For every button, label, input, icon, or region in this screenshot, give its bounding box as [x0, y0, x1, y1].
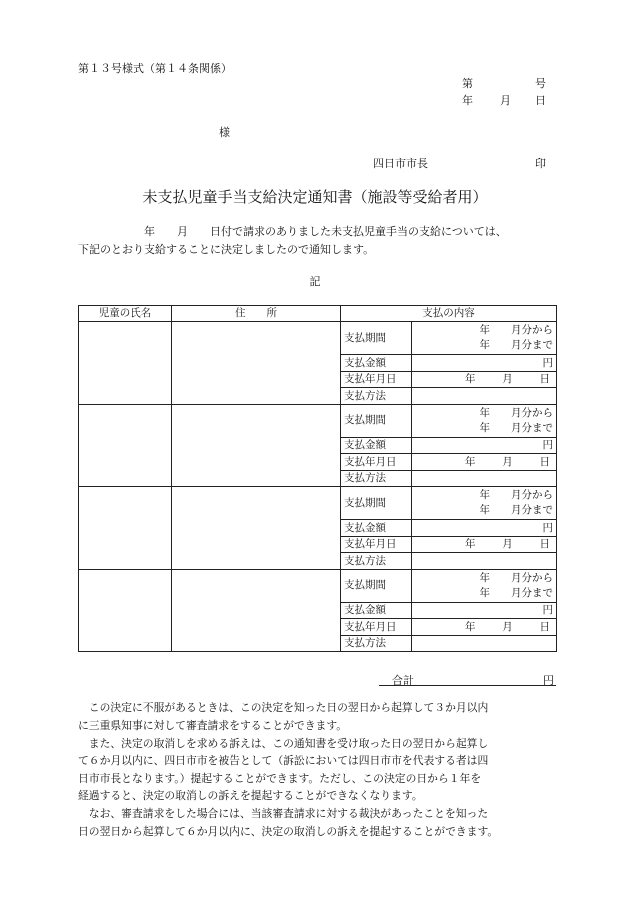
address-cell[interactable] — [172, 404, 341, 487]
paydate-month: 月 — [502, 620, 513, 633]
child-name-cell[interactable] — [79, 404, 172, 487]
amount-value[interactable] — [412, 355, 557, 372]
period-label: 支払期間 — [341, 487, 412, 520]
table-row — [79, 322, 557, 355]
paydate-year: 年 — [465, 455, 476, 468]
total-line — [379, 672, 556, 686]
addressee-suffix: 様 — [219, 126, 230, 139]
address-cell[interactable] — [172, 569, 341, 652]
issuer-name: 四日市市長 — [373, 157, 428, 170]
header-child-name: 児童の氏名 — [79, 306, 172, 322]
amount-value[interactable] — [412, 602, 557, 619]
payment-table — [78, 305, 557, 652]
amount-label: 支払金額 — [341, 355, 412, 372]
method-value[interactable] — [412, 553, 557, 570]
period-value[interactable] — [412, 404, 557, 437]
note-line: 日市市長となります。）提起することができます。ただし、この決定の日から１年を — [78, 772, 482, 785]
child-name-cell[interactable] — [79, 322, 172, 405]
address-cell[interactable] — [172, 487, 341, 570]
paydate-value[interactable] — [412, 371, 557, 388]
paydate-year: 年 — [465, 538, 476, 550]
header-address: 住 所 — [172, 306, 341, 322]
header-payment-content: 支払の内容 — [341, 306, 557, 322]
period-from: 年 月分から — [479, 324, 553, 336]
total-label: 合計 — [392, 674, 414, 687]
method-value[interactable] — [412, 635, 557, 652]
yen-unit: 円 — [542, 604, 553, 616]
paydate-year: 年 — [465, 373, 476, 385]
period-from: 年 月分から — [479, 406, 553, 419]
date-month-label: 月 — [500, 94, 511, 107]
ki-heading: 記 — [309, 275, 321, 288]
paydate-month: 月 — [502, 538, 513, 550]
table-row — [79, 569, 557, 602]
paydate-value[interactable] — [412, 454, 557, 471]
paydate-day: 日 — [539, 538, 550, 550]
paydate-value[interactable] — [412, 536, 557, 553]
method-value[interactable] — [412, 388, 557, 405]
period-value[interactable] — [412, 322, 557, 355]
address-cell[interactable] — [172, 322, 341, 405]
amount-value[interactable] — [412, 437, 557, 454]
intro-line: 年 月 日付で請求のありました未支払児童手当の支給については、 — [144, 225, 507, 238]
note-line: また、決定の取消しを求める訴えは、この通知書を受け取った日の翌日から起算し — [78, 737, 489, 750]
method-label: 支払方法 — [341, 635, 412, 652]
paydate-day: 日 — [539, 620, 550, 633]
table-row — [79, 404, 557, 437]
method-label: 支払方法 — [341, 553, 412, 570]
table-row — [79, 487, 557, 520]
period-from: 年 月分から — [479, 489, 553, 501]
total-unit: 円 — [543, 674, 554, 687]
method-value[interactable] — [412, 470, 557, 487]
yen-unit: 円 — [542, 439, 553, 451]
paydate-label: 支払年月日 — [341, 619, 412, 636]
document-number-suffix: 号 — [535, 77, 546, 90]
note-line: 経過すると、決定の取消しの訴えを提起することができなくなります。 — [78, 789, 423, 802]
method-label: 支払方法 — [341, 388, 412, 405]
paydate-label: 支払年月日 — [341, 536, 412, 553]
yen-unit: 円 — [542, 356, 553, 369]
form-label: 第１３号様式（第１４条関係） — [78, 62, 232, 75]
yen-unit: 円 — [542, 521, 553, 534]
paydate-day: 日 — [539, 455, 550, 468]
seal-mark: 印 — [535, 157, 546, 170]
child-name-cell[interactable] — [79, 569, 172, 652]
paydate-label: 支払年月日 — [341, 371, 412, 388]
table-header-row — [79, 306, 557, 322]
amount-label: 支払金額 — [341, 437, 412, 454]
paydate-value[interactable] — [412, 619, 557, 636]
paydate-label: 支払年月日 — [341, 454, 412, 471]
amount-value[interactable] — [412, 520, 557, 537]
note-line: 日の翌日から起算して６か月以内に、決定の取消しの訴えを提起することができます。 — [78, 825, 499, 838]
date-year-label: 年 — [462, 94, 473, 107]
period-label: 支払期間 — [341, 322, 412, 355]
paydate-month: 月 — [502, 373, 513, 385]
note-line: に三重県知事に対して審査請求をすることができます。 — [78, 719, 348, 732]
document-title: 未支払児童手当支給決定通知書（施設等受給者用） — [142, 188, 488, 206]
paydate-month: 月 — [502, 455, 513, 468]
period-value[interactable] — [412, 569, 557, 602]
note-line: て６か月以内に、四日市市を被告として（訴訟においては四日市市を代表する者は四 — [78, 754, 489, 767]
date-day-label: 日 — [535, 94, 546, 107]
period-label: 支払期間 — [341, 404, 412, 437]
period-label: 支払期間 — [341, 569, 412, 602]
child-name-cell[interactable] — [79, 487, 172, 570]
amount-label: 支払金額 — [341, 602, 412, 619]
period-to: 年 月分まで — [479, 339, 553, 351]
note-line: なお、審査請求をした場合には、当該審査請求に対する裁決があったことを知った — [78, 807, 489, 820]
paydate-year: 年 — [465, 620, 476, 633]
amount-label: 支払金額 — [341, 520, 412, 537]
intro-line: 下記のとおり支給することに決定しましたので通知します。 — [78, 243, 375, 256]
paydate-day: 日 — [539, 373, 550, 385]
document-number-prefix: 第 — [462, 77, 473, 90]
period-value[interactable] — [412, 487, 557, 520]
period-to: 年 月分まで — [479, 504, 553, 516]
method-label: 支払方法 — [341, 470, 412, 487]
note-line: この決定に不服があるときは、この決定を知った日の翌日から起算して３か月以内 — [78, 701, 489, 714]
period-to: 年 月分まで — [479, 421, 553, 434]
period-from: 年 月分から — [479, 571, 553, 584]
period-to: 年 月分まで — [479, 586, 553, 599]
